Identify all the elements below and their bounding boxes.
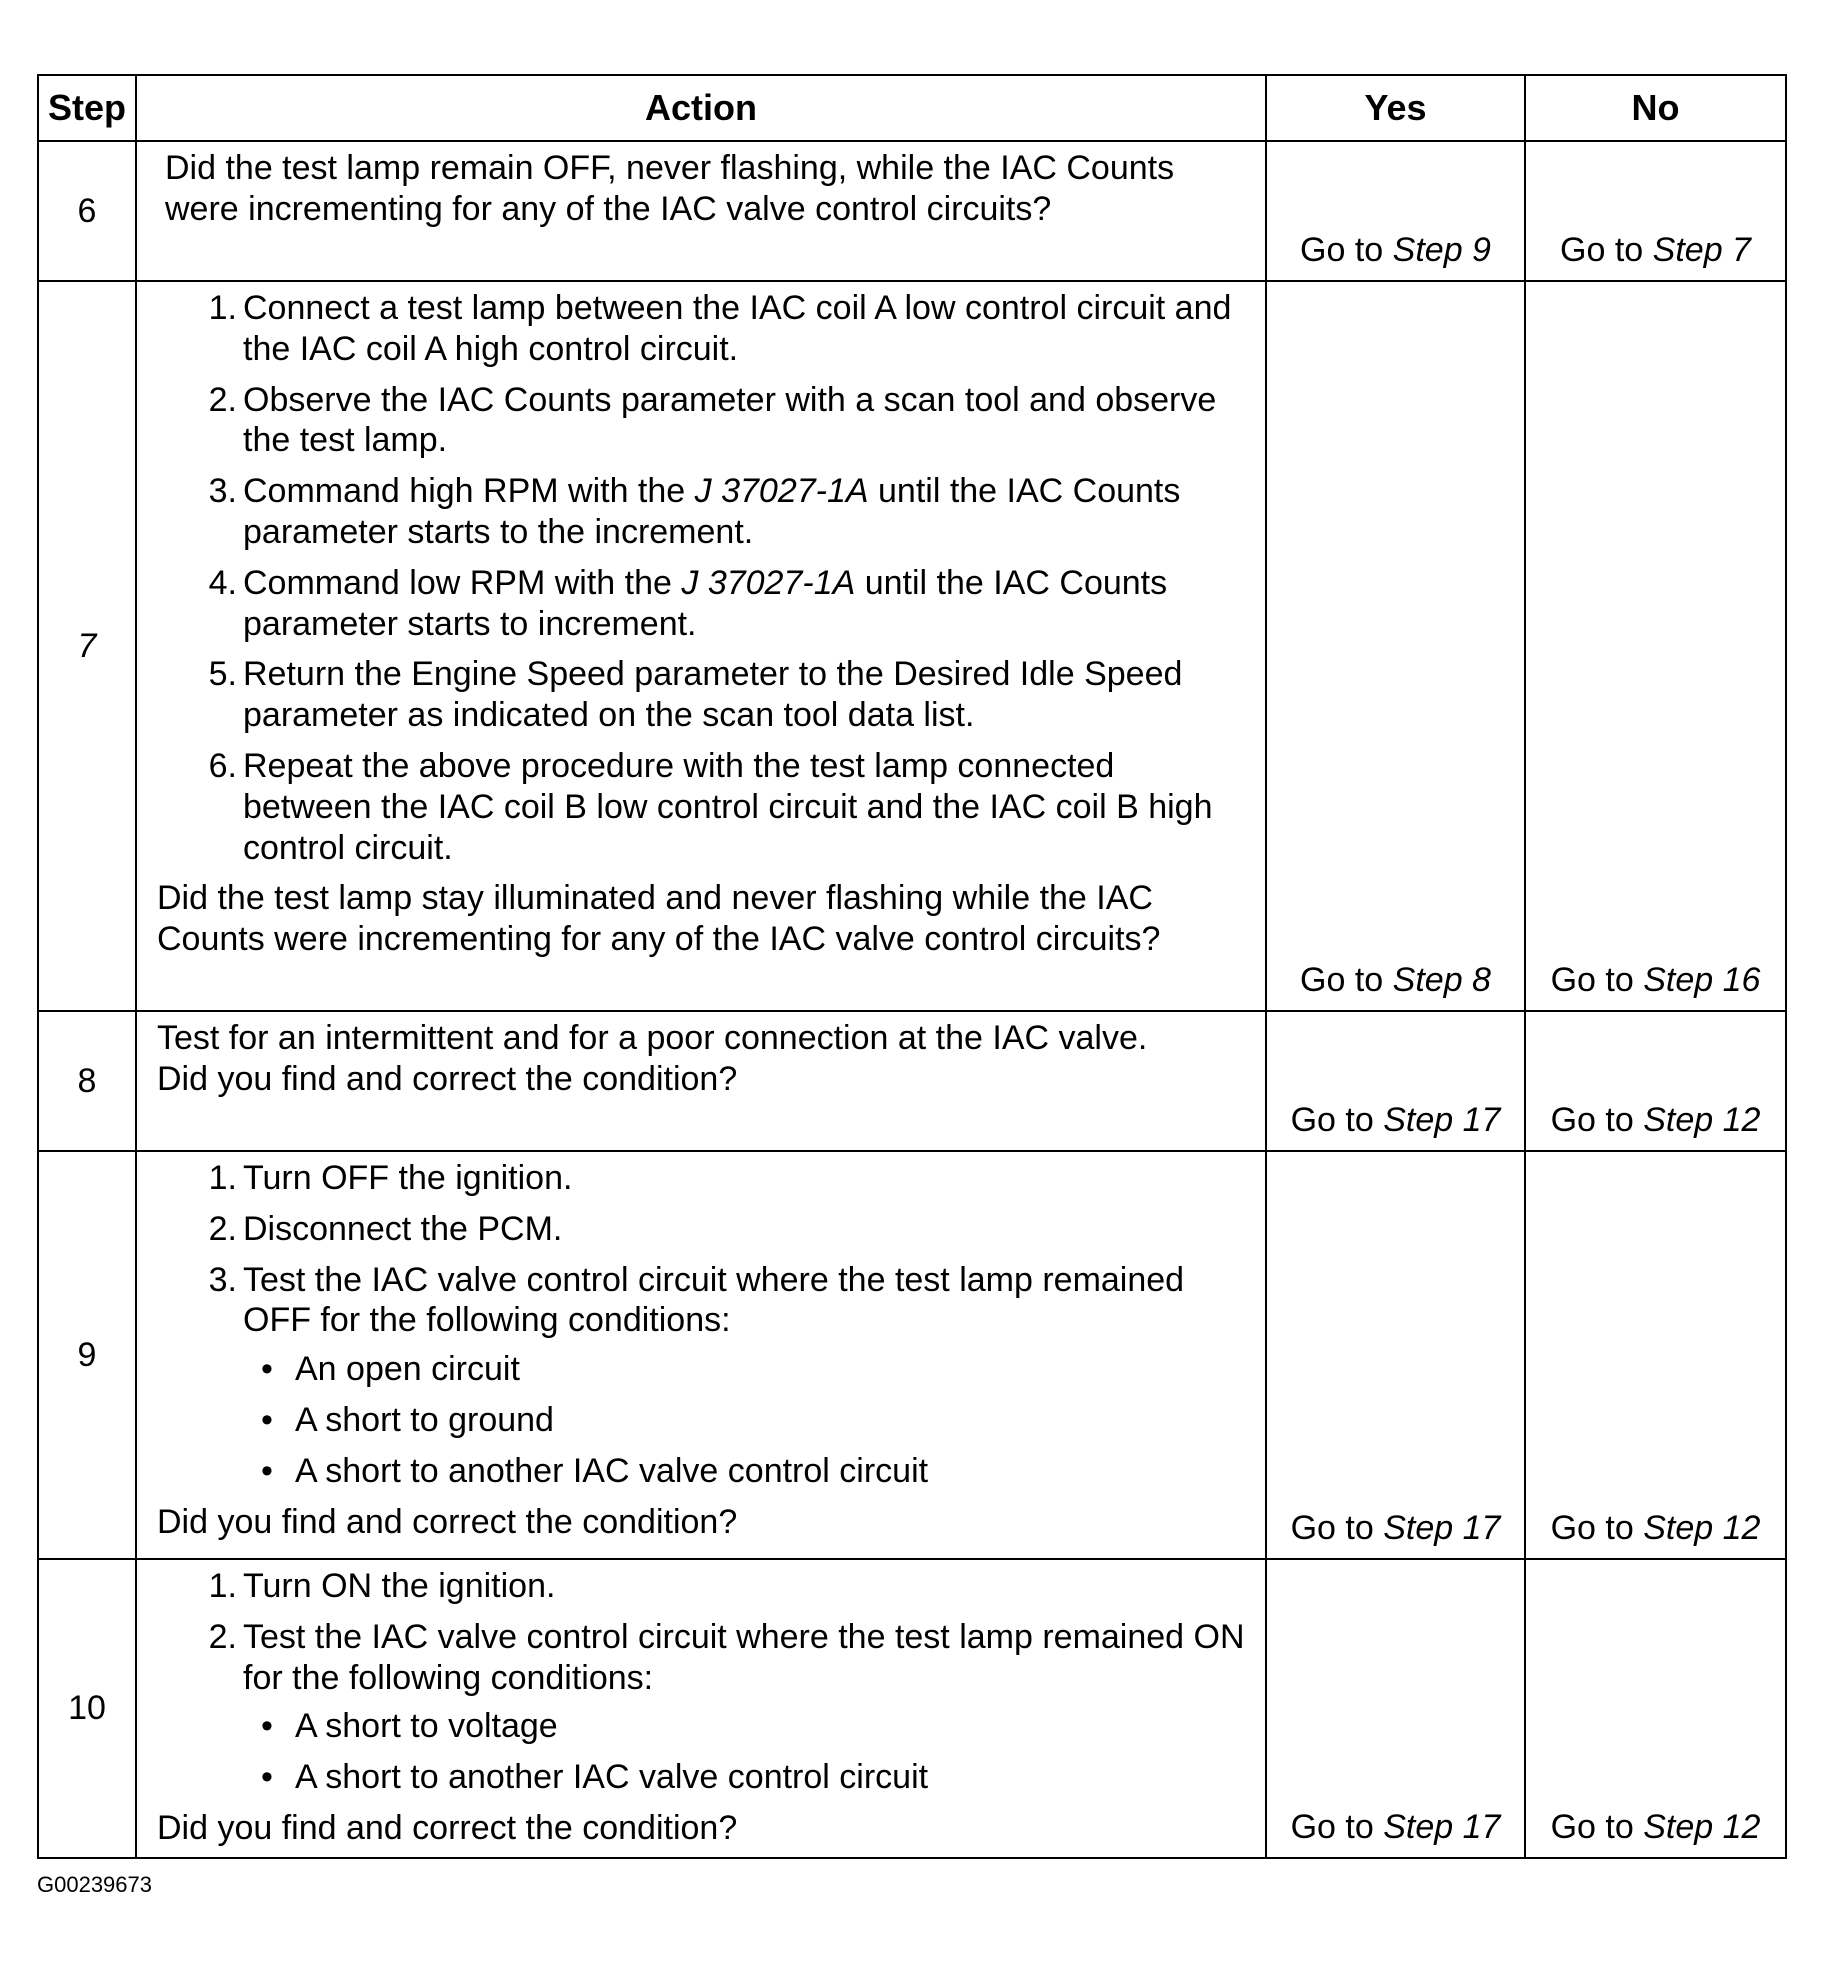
no-prefix: Go to — [1560, 231, 1644, 269]
list-item-number: 2. — [208, 1209, 237, 1248]
diagnostic-table-container — [37, 74, 1785, 1859]
table-header-row — [38, 75, 1786, 141]
step-number: 7 — [38, 281, 136, 1011]
list-item-number: 1. — [208, 289, 237, 327]
step-number: 8 — [38, 1011, 136, 1151]
table-row-step-8 — [38, 1011, 1786, 1151]
list-item-text-post: until the IAC Counts parameter starts to the increment. — [243, 472, 1181, 551]
action-cell — [136, 1011, 1266, 1151]
action-question: Did you find and correct the condition? — [157, 1502, 738, 1541]
no-target: Step 12 — [1643, 1807, 1761, 1846]
list-item-number: 1. — [208, 1567, 237, 1605]
list-item-text: Observe the IAC Counts parameter with a scan tool and observe the test lamp. — [243, 380, 1217, 460]
yes-prefix: Go to — [1290, 1101, 1374, 1139]
condition-list — [243, 1349, 1245, 1491]
table-row-step-9 — [38, 1151, 1786, 1559]
list-item-number: 2. — [208, 1617, 237, 1656]
list-item-text-pre: Command high RPM with the — [243, 472, 686, 511]
list-item-text: Repeat the above procedure with the test lamp connected between the IAC coil B low control circuit and the IAC coil B high control circuit. — [243, 746, 1213, 867]
action-text: Test for an intermittent and for a poor connection at the IAC valve. — [157, 1019, 1148, 1057]
list-item-number: 3. — [208, 1260, 237, 1299]
list-item — [157, 1260, 1245, 1492]
list-item-number: 6. — [208, 746, 237, 785]
no-target: Step 16 — [1643, 961, 1761, 999]
no-target: Step 12 — [1643, 1509, 1761, 1547]
tool-reference: J 37027-1A — [694, 472, 869, 511]
list-item-number: 1. — [208, 1159, 237, 1197]
list-item — [157, 1158, 1245, 1199]
condition-item: • A short to another IAC valve control circuit — [243, 1451, 1245, 1492]
tool-reference: J 37027-1A — [681, 563, 856, 602]
list-item-text: Test the IAC valve control circuit where the test lamp remained OFF for the following conditions: — [243, 1260, 1185, 1340]
list-item-number: 5. — [208, 655, 237, 694]
list-item-text: Disconnect the PCM. — [243, 1209, 563, 1248]
list-item-text: Turn OFF the ignition. — [243, 1159, 573, 1197]
list-item-number: 3. — [208, 472, 237, 511]
yes-target: Step 9 — [1392, 231, 1491, 269]
list-item — [157, 1209, 1245, 1250]
no-prefix: Go to — [1550, 961, 1634, 999]
no-prefix: Go to — [1550, 1509, 1634, 1547]
list-item — [157, 563, 1245, 645]
action-cell — [136, 1151, 1266, 1559]
action-cell — [136, 281, 1266, 1011]
no-cell — [1525, 1151, 1786, 1559]
condition-item: • An open circuit — [243, 1349, 1245, 1390]
no-prefix: Go to — [1550, 1807, 1634, 1846]
list-item-text-pre: Command low RPM with the — [243, 563, 672, 602]
yes-target: Step 17 — [1383, 1807, 1501, 1846]
yes-prefix: Go to — [1300, 231, 1384, 269]
step-number: 9 — [38, 1151, 136, 1559]
condition-item: • A short to voltage — [243, 1706, 1245, 1747]
action-steps-list — [157, 288, 1245, 868]
no-target: Step 7 — [1652, 231, 1751, 269]
list-item — [157, 746, 1245, 868]
list-item-number: 2. — [208, 380, 237, 419]
yes-prefix: Go to — [1290, 1807, 1374, 1846]
table-row-step-7 — [38, 281, 1786, 1011]
list-item-text: Turn ON the ignition. — [243, 1567, 556, 1605]
list-item-text: Return the Engine Speed parameter to the Desired Idle Speed parameter as indicated on the scan tool data list. — [243, 655, 1183, 735]
yes-cell — [1266, 1011, 1525, 1151]
no-cell — [1525, 281, 1786, 1011]
yes-prefix: Go to — [1300, 961, 1384, 999]
header-no: No — [1525, 75, 1786, 141]
yes-prefix: Go to — [1290, 1509, 1374, 1547]
action-question: Did the test lamp stay illuminated and never flashing while the IAC Counts were incrementing for any of the IAC valve control circuits? — [157, 879, 1161, 959]
yes-cell — [1266, 141, 1525, 281]
list-item-text: Connect a test lamp between the IAC coil A low control circuit and the IAC coil A high control circuit. — [243, 289, 1232, 368]
no-cell — [1525, 1011, 1786, 1151]
figure-id: G00239673 — [37, 1872, 152, 1897]
list-item-text: Test the IAC valve control circuit where the test lamp remained ON for the following conditions: — [243, 1617, 1245, 1697]
step-number: 6 — [38, 141, 136, 281]
no-cell — [1525, 1559, 1786, 1858]
list-item — [157, 288, 1245, 370]
list-item — [157, 1617, 1245, 1798]
yes-target: Step 17 — [1383, 1509, 1501, 1547]
no-prefix: Go to — [1550, 1101, 1634, 1139]
table-row-step-10 — [38, 1559, 1786, 1858]
condition-item: • A short to ground — [243, 1400, 1245, 1441]
header-yes: Yes — [1266, 75, 1525, 141]
action-steps-list — [157, 1158, 1245, 1492]
yes-cell — [1266, 281, 1525, 1011]
header-step: Step — [38, 75, 136, 141]
table-row-step-6 — [38, 141, 1786, 281]
action-cell — [136, 1559, 1266, 1858]
list-item — [157, 654, 1245, 736]
action-steps-list — [157, 1566, 1245, 1798]
yes-cell — [1266, 1559, 1525, 1858]
list-item — [157, 471, 1245, 553]
yes-target: Step 8 — [1392, 961, 1491, 999]
list-item — [157, 380, 1245, 462]
condition-list — [243, 1706, 1245, 1798]
yes-target: Step 17 — [1383, 1101, 1501, 1139]
yes-cell — [1266, 1151, 1525, 1559]
step-number: 10 — [38, 1559, 136, 1858]
no-target: Step 12 — [1643, 1101, 1761, 1139]
list-item-number: 4. — [208, 563, 237, 602]
no-cell — [1525, 141, 1786, 281]
action-cell — [136, 141, 1266, 281]
list-item-text-post: until the IAC Counts parameter starts to increment. — [243, 563, 1168, 643]
condition-item: • A short to another IAC valve control circuit — [243, 1757, 1245, 1798]
action-question: Did you find and correct the condition? — [157, 1808, 738, 1847]
action-question: Did you find and correct the condition? — [157, 1059, 738, 1098]
header-action: Action — [136, 75, 1266, 141]
list-item — [157, 1566, 1245, 1607]
action-question: Did the test lamp remain OFF, never flashing, while the IAC Counts were incrementing for any of the IAC valve control circuits? — [165, 149, 1175, 228]
diagnostic-table — [37, 74, 1787, 1859]
